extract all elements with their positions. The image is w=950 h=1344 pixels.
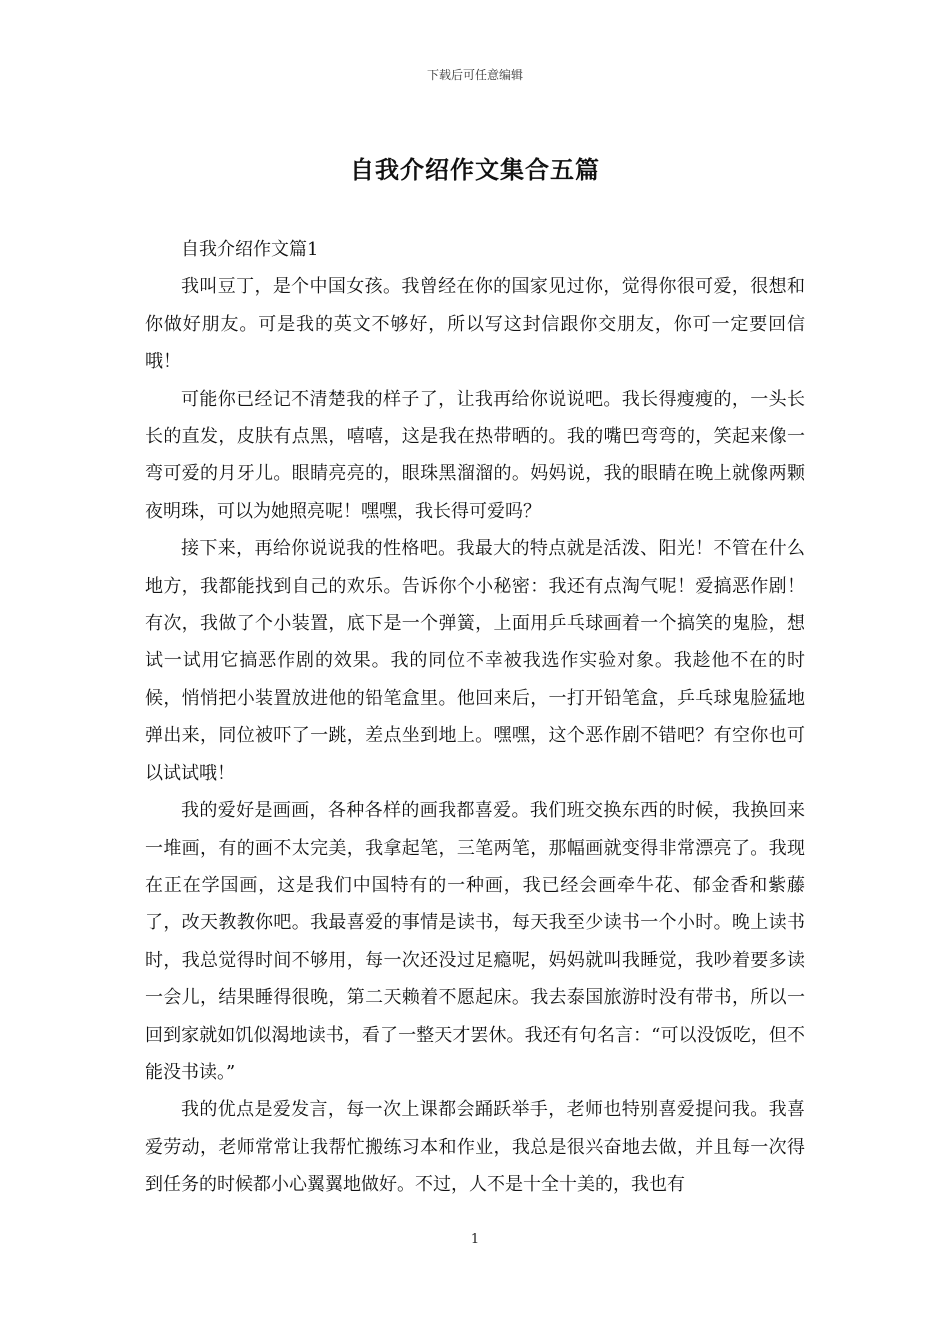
section-heading: 自我介绍作文篇1: [181, 239, 319, 260]
paragraph-1: 我叫豆丁，是个中国女孩。我曾经在你的国家见过你，觉得你很可爱，很想和你做好朋友。可是我的英文不够好，所以写这封信跟你交朋友，你可一定要回信哦！: [145, 276, 805, 373]
document-body: [145, 231, 805, 1204]
paragraph-2: 可能你已经记不清楚我的样子了，让我再给你说说吧。我长得瘦瘦的，一头长长的直发，皮肤有点黑，嘻嘻，这是我在热带晒的。我的嘴巴弯弯的，笑起来像一弯可爱的月牙儿。眼睛亮亮的，眼珠黑溜溜的。妈妈说，我的眼睛在晚上就像两颗夜明珠，可以为她照亮呢！嘿嘿，我长得可爱吗？: [145, 388, 805, 522]
header-note: 下载后可任意编辑: [426, 68, 523, 82]
paragraph-3: 接下来，再给你说说我的性格吧。我最大的特点就是活泼、阳光！不管在什么地方，我都能找到自己的欢乐。告诉你个小秘密：我还有点淘气呢！爱搞恶作剧！有次，我做了个小装置，底下是一个弹簧，上面用乒乓球画着一个搞笑的鬼脸，想试一试用它搞恶作剧的效果。我的同位不幸被我选作实验对象。我趁他不在的时候，悄悄把小装置放进他的铅笔盒里。他回来后，一打开铅笔盒，乒乓球鬼脸猛地弹出来，同位被吓了一跳，差点坐到地上。嘿嘿，这个恶作剧不错吧？有空你也可以试试哦！: [145, 538, 805, 784]
paragraph-5: 我的优点是爱发言，每一次上课都会踊跃举手，老师也特别喜爱提问我。我喜爱劳动，老师常常让我帮忙搬练习本和作业，我总是很兴奋地去做，并且每一次得到任务的时候都小心翼翼地做好。不过，人不是十全十美的，我也有: [145, 1099, 805, 1196]
page-number: 1: [470, 1232, 480, 1247]
document-title: 自我介绍作文集合五篇: [350, 155, 600, 184]
paragraph-4: 我的爱好是画画，各种各样的画我都喜爱。我们班交换东西的时候，我换回来一堆画，有的画不太完美，我拿起笔，三笔两笔，那幅画就变得非常漂亮了。我现在正在学国画，这是我们中国特有的一种画，我已经会画牵牛花、郁金香和紫藤了，改天教教你吧。我最喜爱的事情是读书，每天我至少读书一个小时。晚上读书时，我总觉得时间不够用，每一次还没过足瘾呢，妈妈就叫我睡觉，我吵着要多读一会儿，结果睡得很晚，第二天赖着不愿起床。我去泰国旅游时没有带书，所以一回到家就如饥似渴地读书，看了一整天才罢休。我还有句名言：“可以没饭吃，但不能没书读。”: [145, 800, 805, 1083]
